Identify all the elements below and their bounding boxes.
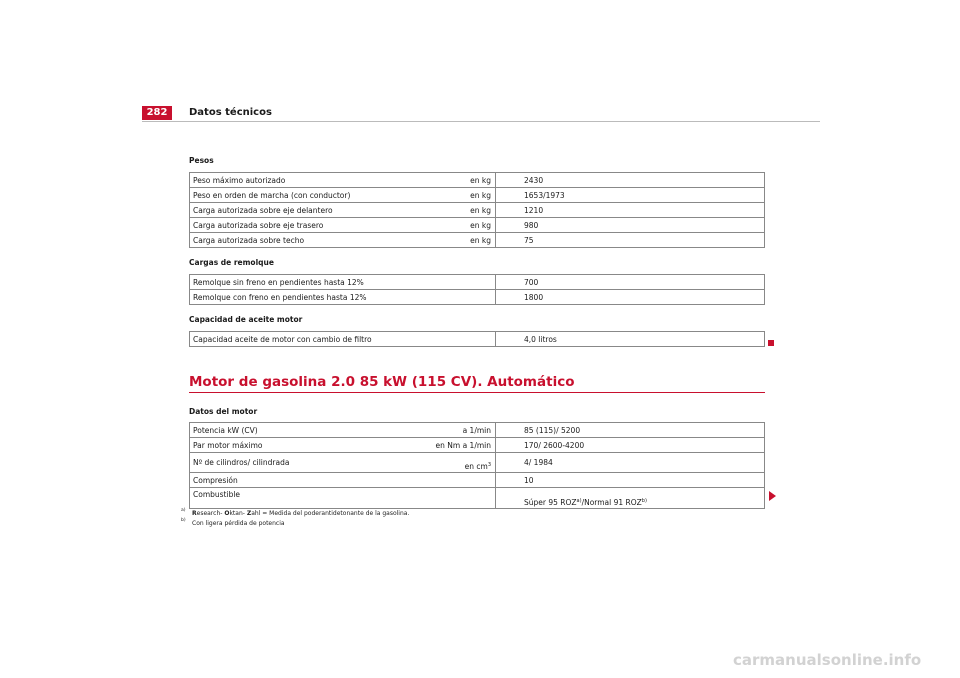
row-label: Compresión [190,473,412,488]
footnote-mark: a) [181,508,186,513]
row-value: 4/ 1984 [496,453,765,473]
fuel-normal: /Normal 91 ROZ [581,498,642,507]
footnote-ref-b: b) [641,498,647,504]
row-value: 75 [496,233,765,248]
table-row [190,173,765,188]
section-heading-motor: Datos del motor [189,407,258,416]
section-end-marker [768,340,774,346]
table-pesos [189,172,765,248]
table-motor [189,422,765,509]
footnote-a [181,508,410,517]
row-value: 1800 [496,290,765,305]
row-value: 1210 [496,203,765,218]
unit-superscript: 3 [487,462,491,468]
table-row [190,453,765,473]
row-unit: en kg [411,218,496,233]
table-row [190,188,765,203]
row-unit [411,275,496,290]
row-value: 85 (115)/ 5200 [496,423,765,438]
fn-bold: O [224,510,230,517]
fn-text: Con ligera pérdida de potencia [192,520,285,527]
row-unit [411,332,496,347]
chapter-title: Datos técnicos [189,107,272,118]
row-unit [411,290,496,305]
watermark: carmanualsonline.info [733,651,922,669]
table-row [190,473,765,488]
section-heading-aceite: Capacidad de aceite motor [189,315,303,324]
table-row [190,438,765,453]
table-row [190,233,765,248]
row-label: Nº de cilindros/ cilindrada [190,453,412,473]
table-remolque [189,274,765,305]
row-value: 10 [496,473,765,488]
section-heading-remolque: Cargas de remolque [189,258,274,267]
row-label: Peso máximo autorizado [190,173,412,188]
row-label: Combustible [190,488,412,509]
row-label: Capacidad aceite de motor con cambio de filtro [190,332,412,347]
section-heading-pesos: Pesos [189,156,214,165]
fn-text: esearch- [196,510,225,517]
row-unit: en kg [411,173,496,188]
row-unit: en kg [411,203,496,218]
table-row [190,423,765,438]
footnote-b [181,518,285,527]
row-label: Remolque con freno en pendientes hasta 12% [190,290,412,305]
fn-text: ktan- [229,510,247,517]
row-label: Peso en orden de marcha (con conductor) [190,188,412,203]
table-row [190,332,765,347]
row-unit: en kg [411,188,496,203]
row-value: 700 [496,275,765,290]
unit-text: en cm [464,462,488,471]
row-value: 1653/1973 [496,188,765,203]
table-row [190,218,765,233]
row-unit: a 1/min [411,423,496,438]
row-label: Carga autorizada sobre eje delantero [190,203,412,218]
page-header [142,106,820,122]
row-unit [411,453,496,473]
row-value [496,488,765,509]
row-label: Potencia kW (CV) [190,423,412,438]
footnote-ref-a: a) [576,498,582,504]
row-value: 980 [496,218,765,233]
page-number: 282 [142,106,172,120]
motor-section-title: Motor de gasolina 2.0 85 kW (115 CV). Automático [189,374,765,393]
row-label: Remolque sin freno en pendientes hasta 12% [190,275,412,290]
footnote-mark: b) [181,518,186,523]
row-value: 2430 [496,173,765,188]
table-row [190,275,765,290]
continue-arrow-icon [769,491,776,501]
fn-bold: Z [246,510,252,517]
row-label: Par motor máximo [190,438,412,453]
table-row [190,203,765,218]
fn-text: ahl = Medida del poderantidetonante de la gasolina. [251,510,410,517]
fuel-super: Súper 95 ROZ [524,498,577,507]
table-row [190,488,765,509]
table-row [190,290,765,305]
row-unit [411,488,496,509]
row-unit: en Nm a 1/min [411,438,496,453]
row-value: 4,0 litros [496,332,765,347]
row-label: Carga autorizada sobre eje trasero [190,218,412,233]
row-value: 170/ 2600-4200 [496,438,765,453]
table-aceite [189,331,765,347]
row-unit [411,473,496,488]
row-label: Carga autorizada sobre techo [190,233,412,248]
fn-bold: R [192,510,197,517]
row-unit: en kg [411,233,496,248]
